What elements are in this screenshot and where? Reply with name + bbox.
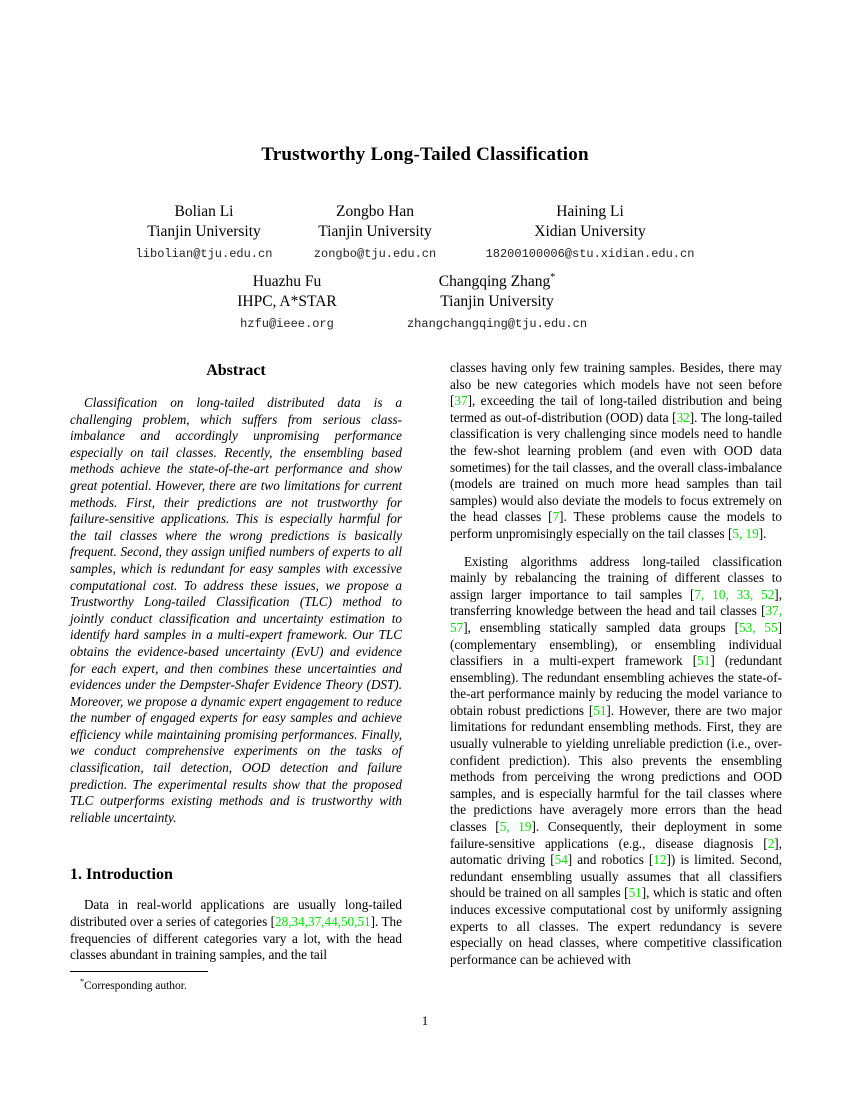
paper-title: Trustworthy Long-Tailed Classification [261,144,589,165]
citation-link[interactable]: 2 [767,835,775,851]
author-name-text: Changqing Zhang [438,273,551,291]
author-block [237,268,337,331]
author-name-text: Zongbo Han [336,203,414,221]
author-email: zongbo@tju.edu.cn [313,247,437,262]
author-name-text: Huazhu Fu [252,273,322,291]
page-number: 1 [421,1013,429,1028]
citation-link[interactable]: 5, 19 [499,819,532,835]
author-name [136,198,273,222]
author-name [314,198,436,222]
citation-link[interactable]: 28,34,37,44,50,51 [275,914,371,930]
intro-paragraph: Data in real-world applications are usually long-tailed distributed over a series of categories [28,34,37,44,50,51]. The frequencies of different categories vary a lot, with the head classes abundant in training samples, and the tail [70,897,402,963]
citation-link[interactable]: 5, 19 [732,525,759,541]
citation-link[interactable]: 37 [454,393,468,409]
author-affiliation: Tianjin University [318,223,432,241]
author-affiliation: Tianjin University [440,293,554,311]
citation-link[interactable]: 51 [628,885,642,901]
citation-link[interactable]: 51 [593,702,607,718]
author-email: hzfu@ieee.org [240,317,334,332]
citation-link[interactable]: 51 [697,653,711,669]
author-block [486,198,695,261]
footnote-label: Corresponding author. [84,979,187,992]
author-name [237,268,337,292]
author-affiliation: Xidian University [534,223,646,241]
citation-link[interactable]: 54 [554,852,568,868]
author-email: zhangchangqing@tju.edu.cn [406,317,588,332]
author-block [407,268,587,331]
author-name [407,268,587,292]
right-column [450,360,782,979]
author-email: 18200100006@stu.xidian.edu.cn [485,247,695,262]
footnote-text [70,977,402,992]
citation-link[interactable]: 32 [676,409,690,425]
author-block [136,198,273,261]
left-column [70,362,402,975]
citation-link[interactable]: 53, 55 [739,619,778,635]
author-email: libolian@tju.edu.cn [135,247,273,262]
author-name-text: Bolian Li [174,203,234,221]
citation-link[interactable]: 37, 57 [450,603,782,635]
citation-link[interactable]: 7 [552,509,560,525]
citation-link[interactable]: 7, 10, 33, 52 [694,586,775,602]
abstract-text: Classification on long-tailed distributed data is a challenging problem, which suffers from serious class-imbalance and accordingly unpromising performance especially on tail classes. Recently, the ensembling based methods achieve the state-of-the-art performance and show great potential. However, there are two limitations for current methods. First, their predictions are not trustworthy for failure-sensitive applications. This is especially harmful for the tail classes where the wrong predictions is basically frequent. Second, they assign unified numbers of experts to all samples, which is redundant for easy samples with excessive computational cost. To address these issues, we propose a Trustworthy Long-tailed Classification (TLC) method to jointly conduct classification and uncertainty estimation to identify hard samples in a multi-expert framework. Our TLC obtains the evidence-based uncertainty (EvU) and evidence for each expert, and then combines these uncertainties and evidences under the Dempster-Shafer Evidence Theory (DST). Moreover, we propose a dynamic expert engagement to reduce the number of engaged experts for easy samples and achieve efficiency while maintaining promising performances. Finally, we conduct comprehensive experiments on the tasks of classification, tail detection, OOD detection and failure prediction. The experimental results show that the proposed TLC outperforms existing methods and is trustworthy with reliable uncertainty. [70,395,402,825]
body-paragraph: Existing algorithms address long-tailed classification mainly by rebalancing the training of different classes to assign larger importance to tail samples [7, 10, 33, 52], transferring knowledge between the head and tail classes [37, 57], ensembling statically sampled data groups [53, 55] (complementary ensembling), or ensembling individual classifiers in a multi-expert framework [51] (redundant ensembling). The redundant ensembling achieves the state-of-the-art performance mainly by reducing the model variance to obtain robust predictions [51]. However, there are two major limitations for redundant ensembling methods. First, they are usually vulnerable to yielding unreliable prediction (i.e., over-confident prediction). This also prevents the ensembling methods from perceiving the wrong predictions and OOD samples, and is especially harmful for the tail classes where the predictions have averagely more errors than the head classes [5, 19]. Consequently, their deployment in some failure-sensitive applications (e.g., disease diagnosis [2], automatic driving [54] and robotics [12]) is limited. Second, redundant ensembling usually assumes that all classifiers should be trained on all samples [51], which is static and often induces excessive computational cost by uniformly assigning experts to all classes. The expert redundancy is severe especially on head classes, where competitive classification performance can be achieved with [450,553,783,967]
footnote [70,971,402,992]
author-affiliation: IHPC, A*STAR [237,293,337,311]
citation-link[interactable]: 12 [653,852,667,868]
author-block [314,198,436,261]
author-name-text: Haining Li [556,203,624,221]
footnote-marker: * [80,977,84,986]
corresponding-author-mark: * [550,272,556,283]
author-name [486,198,695,222]
author-affiliation: Tianjin University [147,223,261,241]
body-paragraph: classes having only few training samples. Besides, there may also be new categories which models have not seen before [37], exceeding the tail of long-tailed distribution and being termed as out-of-distribution (OOD) data [32]. The long-tailed classification is very challenging since models need to handle the few-shot learning problem (and even with OOD data sometimes) for the tail classes, and the overall class-imbalance (models are trained on much more head samples than tail samples) would also deviate the models to focus extremely on the head classes [7]. These problems cause the models to perform unpromisingly especially on the tail classes [5, 19]. [450,360,782,541]
footnote-rule [70,971,208,972]
abstract-heading: Abstract [206,362,266,379]
section-heading-introduction: 1. Introduction [70,866,173,884]
